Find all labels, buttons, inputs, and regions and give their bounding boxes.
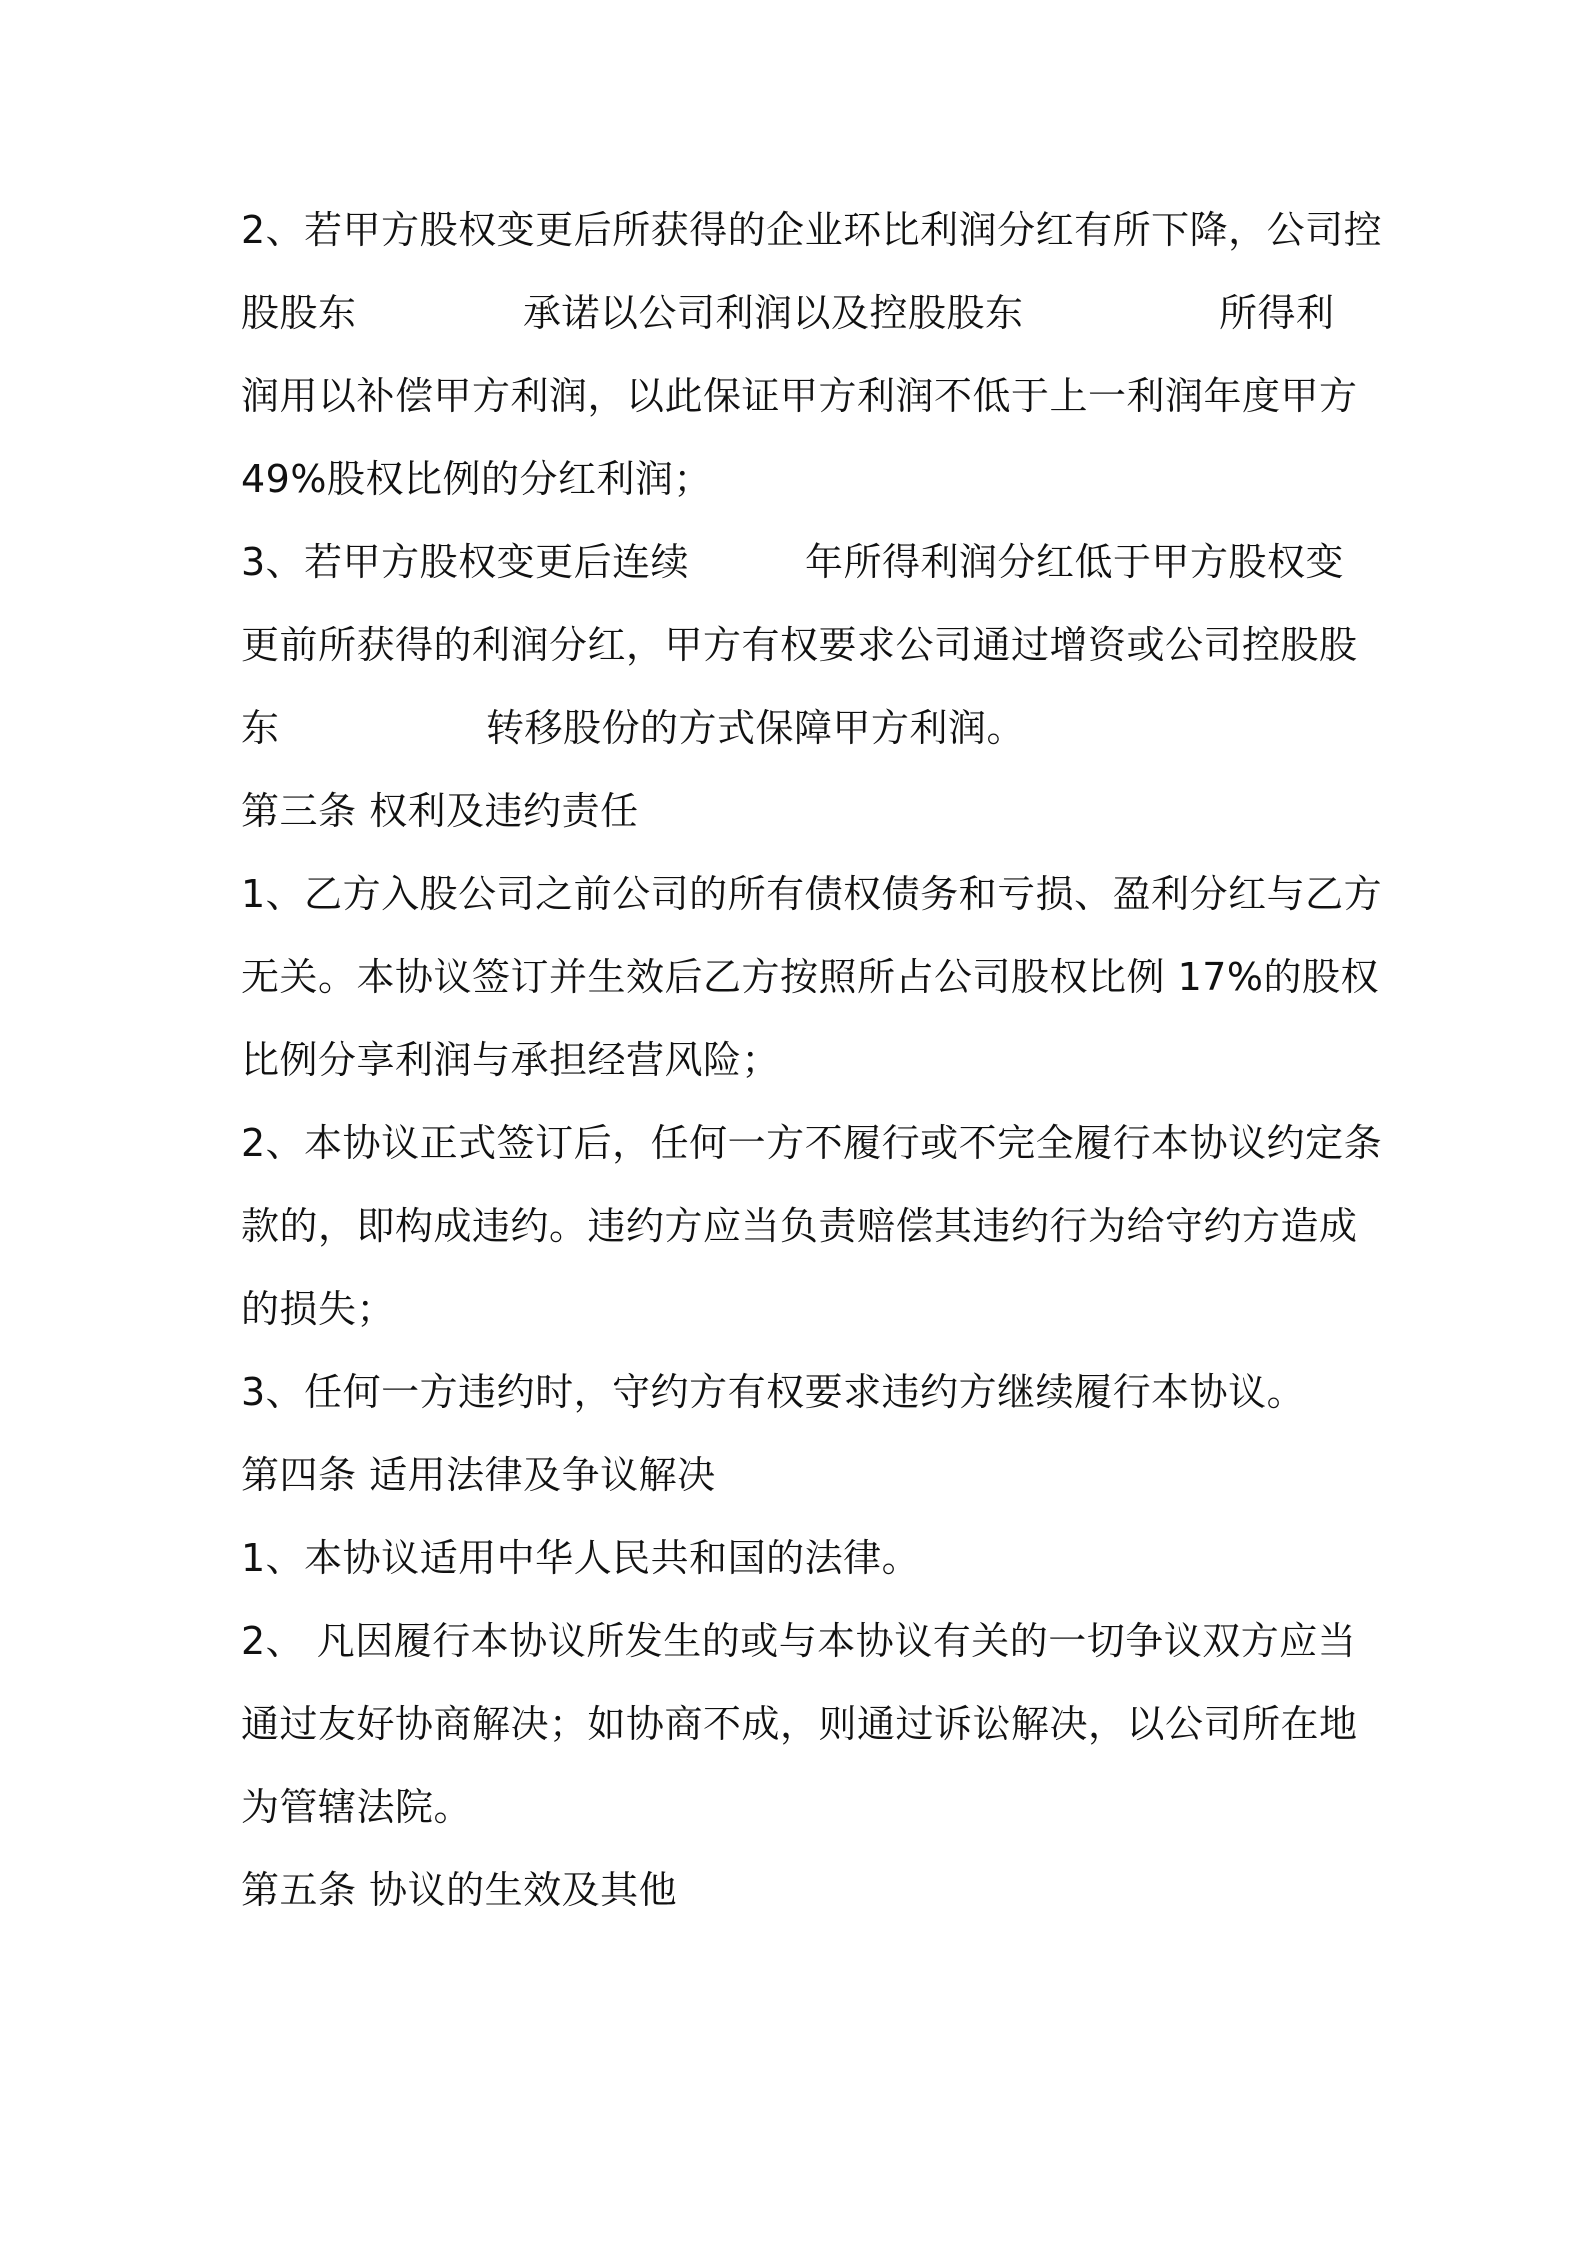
article-4-heading: 第四条 适用法律及争议解决 — [241, 1453, 716, 1497]
a4p1-line1: 1、本协议适用中华人民共和国的法律。 — [241, 1536, 921, 1580]
a4p2-line2: 通过友好协商解决；如协商不成，则通过诉讼解决，以公司所在地 — [241, 1702, 1358, 1746]
p2-line4: 49%股权比例的分红利润； — [241, 457, 712, 501]
p3-line2: 更前所获得的利润分红，甲方有权要求公司通过增资或公司控股股 — [241, 623, 1358, 667]
a3p2-line3: 的损失； — [241, 1287, 396, 1331]
text-segment: 所得利 — [1219, 291, 1335, 335]
a3p2-line2: 款的，即构成违约。违约方应当负责赔偿其违约行为给守约方造成 — [241, 1204, 1358, 1248]
p2-line3: 润用以补偿甲方利润，以此保证甲方利润不低于上一利润年度甲方 — [241, 374, 1358, 418]
text-segment: 3、若甲方股权变更后连续 — [241, 540, 690, 584]
a3p1-line1: 1、乙方入股公司之前公司的所有债权债务和亏损、盈利分红与乙方 — [241, 872, 1383, 916]
text-segment: 东 — [241, 706, 280, 750]
text-segment: 年所得利润分红低于甲方股权变 — [805, 540, 1345, 584]
blank-before-segment: 股股东 — [241, 291, 357, 335]
p2-line2 — [241, 288, 1361, 338]
a3p2-line1: 2、本协议正式签订后，任何一方不履行或不完全履行本协议约定条 — [241, 1121, 1383, 1165]
article-3-heading: 第三条 权利及违约责任 — [241, 789, 639, 833]
a3p1-line3: 比例分享利润与承担经营风险； — [241, 1038, 781, 1082]
text-segment: 转移股份的方式保障甲方利润。 — [486, 706, 1026, 750]
text-segment: 承诺以公司利润以及控股股东 — [523, 291, 1024, 335]
a4p2-line1: 2、 凡因履行本协议所发生的或与本协议有关的一切争议双方应当 — [241, 1619, 1357, 1663]
a3p3-line1: 3、任何一方违约时，守约方有权要求违约方继续履行本协议。 — [241, 1370, 1306, 1414]
a4p2-line3: 为管辖法院。 — [241, 1785, 473, 1829]
p3-line1 — [241, 537, 1361, 587]
a3p1-line2: 无关。本协议签订并生效后乙方按照所占公司股权比例 17%的股权 — [241, 955, 1380, 999]
p3-line3 — [241, 703, 1361, 753]
p2-line1: 2、若甲方股权变更后所获得的企业环比利润分红有所下降，公司控 — [241, 208, 1383, 252]
article-5-heading: 第五条 协议的生效及其他 — [241, 1868, 678, 1912]
